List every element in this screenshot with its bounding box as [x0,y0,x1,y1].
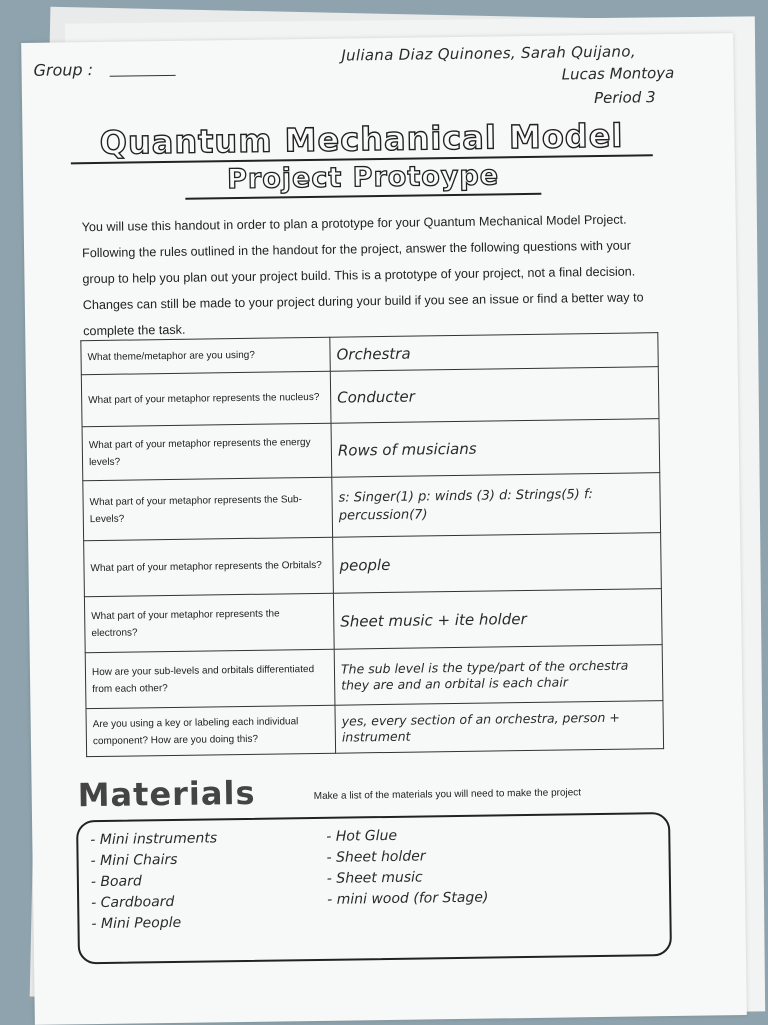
list-item: - Mini People [91,914,182,933]
table-row [84,589,662,653]
table-row [83,473,661,541]
answer-cell: Orchestra [330,333,658,372]
student-names-line-1: Juliana Diaz Quinones, Sarah Quijano, [341,42,636,65]
question-cell: How are your sub-levels and orbitals differentiated from each other? [85,649,335,708]
answer-cell: The sub level is the type/part of the orchestra they are and an orbital is each chair [334,645,663,706]
group-blank-line [110,75,176,77]
answer-cell: Conducter [330,367,659,424]
list-item: - mini wood (for Stage) [327,889,489,908]
list-item: - Mini instruments [90,830,218,849]
question-cell: What part of your metaphor represents the energy levels? [82,423,332,480]
group-label: Group : [33,60,94,80]
table-row [86,701,664,757]
answer-cell: Rows of musicians [331,419,660,478]
answer-cell: people [333,533,662,594]
student-names-line-2: Lucas Montoya [561,63,675,84]
question-cell: What part of your metaphor represents the Sub-Levels? [83,477,333,540]
materials-heading: Materials [77,773,256,815]
page-subtitle: Project Protoype [226,160,500,196]
question-cell: Are you using a key or labeling each individual component? How are you doing this? [86,705,336,756]
worksheet [21,33,747,1025]
table-row [81,367,659,427]
answer-cell: s: Singer(1) p: winds (3) d: Strings(5) f: percussion(7) [332,473,661,538]
list-item: - Mini Chairs [90,851,178,870]
intro-paragraph: You will use this handout in order to plan a prototype for your Quantum Mechanical Model Project. Following the rules outlined in the handout for the project, answer the following questions with your group to help you plan out your project build. This is a prototype of your project, not a final decision. Changes can still be made to your project during your build if you see an issue or find a better way to complete the task. [81,212,644,339]
list-item: - Hot Glue [326,827,398,845]
answer-cell: yes, every section of an orchestra, person + instrument [335,701,664,754]
question-cell: What part of your metaphor represents the nucleus? [81,371,331,426]
materials-instruction: Make a list of the materials you will need to make the project [313,787,582,803]
table-row [84,533,662,597]
table-row [85,645,663,709]
question-cell: What part of your metaphor represents the Orbitals? [84,537,334,596]
question-cell: What part of your metaphor represents the electrons? [84,593,334,652]
period-label: Period 3 [593,88,656,108]
materials-list-box [76,812,672,964]
list-item: - Sheet holder [326,848,426,866]
table-row [82,419,660,481]
materials-right-column [326,825,488,911]
list-item: - Sheet music [326,869,423,887]
list-item: - Cardboard [91,893,175,912]
list-item: - Board [90,873,142,891]
page-title: Quantum Mechanical Model [99,116,624,162]
answer-cell: Sheet music + ite holder [333,589,662,650]
question-cell: What theme/metaphor are you using? [81,337,330,374]
materials-left-column [90,828,218,935]
question-table [80,332,664,757]
